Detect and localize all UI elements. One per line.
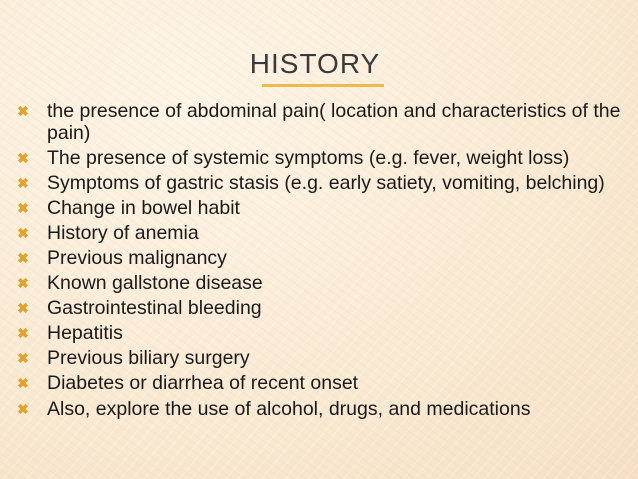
bullet-item	[14, 148, 624, 170]
bullet-list	[14, 101, 624, 424]
x-bullet-icon: ✖	[17, 149, 29, 166]
bullet-text: Known gallstone disease	[47, 272, 263, 295]
bullet-text: Symptoms of gastric stasis (e.g. early satiety, vomiting, belching)	[47, 171, 605, 194]
x-bullet-icon: ✖	[17, 249, 29, 266]
x-bullet-icon: ✖	[17, 174, 29, 191]
x-bullet-icon: ✖	[17, 375, 29, 392]
bullet-item	[14, 198, 624, 220]
x-bullet-icon: ✖	[17, 103, 29, 119]
bullet-text: Previous malignancy	[47, 246, 227, 269]
bullet-item	[14, 273, 624, 295]
bullet-item	[14, 173, 624, 195]
bullet-text: History of anemia	[47, 221, 199, 244]
title-underline	[262, 84, 384, 87]
bullet-item	[14, 298, 624, 320]
bullet-text: Gastrointestinal bleeding	[47, 297, 262, 320]
bullet-item	[14, 248, 624, 270]
x-bullet-icon: ✖	[17, 350, 29, 367]
bullet-text: Diabetes or diarrhea of recent onset	[47, 372, 359, 395]
bullet-text: Change in bowel habit	[47, 196, 240, 219]
x-bullet-icon: ✖	[17, 400, 29, 417]
x-bullet-icon: ✖	[17, 199, 29, 216]
bullet-item	[14, 399, 624, 421]
bullet-text: Previous biliary surgery	[47, 347, 250, 370]
bullet-item	[14, 101, 624, 144]
slide-title: HISTORY	[249, 48, 381, 79]
bullet-item	[14, 323, 624, 345]
bullet-text: Hepatitis	[47, 322, 123, 345]
bullet-text: the presence of abdominal pain( location and characteristics of the pain)	[47, 100, 621, 144]
bullet-item	[14, 373, 624, 395]
bullet-text: The presence of systemic symptoms (e.g. fever, weight loss)	[47, 146, 570, 169]
x-bullet-icon: ✖	[17, 300, 29, 317]
x-bullet-icon: ✖	[17, 224, 29, 241]
bullet-item	[14, 223, 624, 245]
x-bullet-icon: ✖	[17, 325, 29, 342]
bullet-text: Also, explore the use of alcohol, drugs, and medications	[47, 397, 531, 420]
bullet-item	[14, 348, 624, 370]
x-bullet-icon: ✖	[17, 275, 29, 292]
